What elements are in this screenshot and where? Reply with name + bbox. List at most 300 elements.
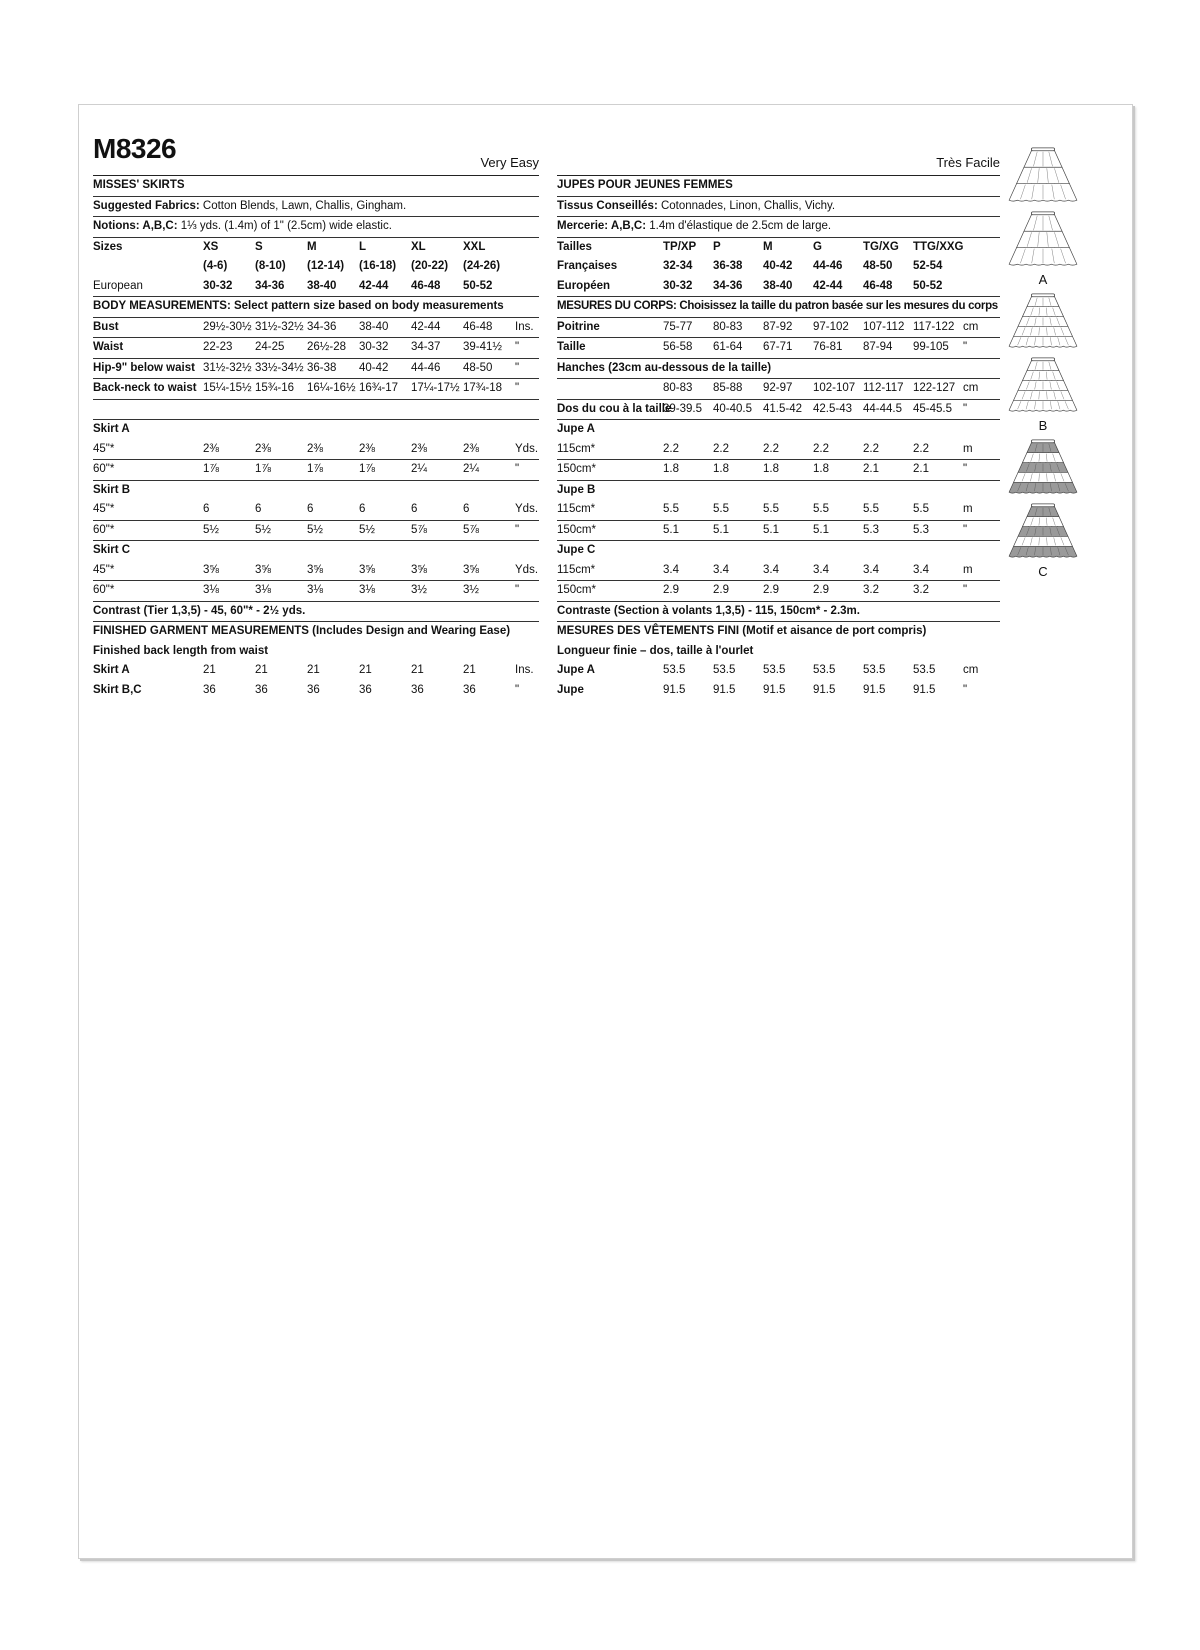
table-cell: 53.5 xyxy=(763,664,786,676)
dos-unit: " xyxy=(963,402,968,415)
body-measurements-heading-fr: MESURES DU CORPS: Choisissez la taille du patron basée sur les mesures du corps xyxy=(557,297,1000,318)
table-cell: 5.5 xyxy=(813,503,829,515)
francaises-size: 52-54 xyxy=(913,260,943,272)
european-size: 50-52 xyxy=(463,279,493,292)
table-cell: 5.5 xyxy=(663,503,679,515)
row-label: Poitrine xyxy=(557,320,600,333)
table-cell: 21 xyxy=(463,664,476,676)
table-cell: 117-122 xyxy=(913,320,955,333)
notions xyxy=(93,217,539,238)
row-label: 45"* xyxy=(93,503,115,515)
suggested-fabrics xyxy=(93,197,539,218)
table-cell: 1⅞ xyxy=(255,463,271,475)
unit-label: " xyxy=(515,523,520,536)
unit-label: " xyxy=(515,341,520,353)
row-label: 150cm* xyxy=(557,463,596,475)
view-yardage-heading: Jupe A xyxy=(557,423,595,435)
table-cell: 15¾-16 xyxy=(255,382,295,394)
unit-label: Ins. xyxy=(515,664,534,676)
table-cell: 21 xyxy=(307,664,320,676)
table-cell: 5.1 xyxy=(763,523,779,536)
table-cell: 3⅝ xyxy=(203,563,219,576)
table-cell: 3⅝ xyxy=(463,563,479,576)
table-cell: 2.2 xyxy=(663,442,679,455)
european-size: 38-40 xyxy=(763,279,793,292)
table-cell: 91.5 xyxy=(763,683,786,696)
table-cell: 5.3 xyxy=(913,523,929,536)
contrast-yardage-fr: Contraste (Section à volants 1,3,5) - 115, 150cm* - 2.3m. xyxy=(557,602,1000,623)
table-cell: 3⅛ xyxy=(307,584,323,596)
table-cell: 3⅛ xyxy=(255,584,271,596)
table-cell: 2⅜ xyxy=(463,442,479,455)
row-label: Skirt B,C xyxy=(93,683,142,696)
table-cell: 2.1 xyxy=(913,463,929,475)
table-cell: 21 xyxy=(255,664,268,676)
row-label: 60"* xyxy=(93,463,115,475)
table-cell: 36 xyxy=(359,683,372,696)
difficulty-level: Very Easy xyxy=(480,154,539,170)
skirt-sketch-icon xyxy=(1004,145,1082,205)
table-cell: 2¼ xyxy=(411,463,427,475)
table-cell: 5.1 xyxy=(713,523,729,536)
row-label: 60"* xyxy=(93,523,115,536)
table-cell: 53.5 xyxy=(813,664,836,676)
table-cell: 34-36 xyxy=(307,320,337,333)
table-cell: 3.4 xyxy=(663,563,679,576)
table-cell: 3⅝ xyxy=(307,563,323,576)
size-number-row xyxy=(93,257,539,277)
european-size: 38-40 xyxy=(307,279,337,292)
table-cell: 5.1 xyxy=(663,523,679,536)
table-cell: 21 xyxy=(203,664,216,676)
hanches-value: 85-88 xyxy=(713,382,743,394)
finished-length-subheading-fr: Longueur finie – dos, taille à l'ourlet xyxy=(557,644,754,657)
table-cell: 1.8 xyxy=(763,463,779,475)
table-cell: 3.4 xyxy=(863,563,879,576)
table-cell: 6 xyxy=(359,503,366,515)
table-cell: 3.2 xyxy=(913,584,929,596)
francaises-size: 36-38 xyxy=(713,260,743,272)
size-code: XL xyxy=(411,240,426,253)
unit-label: Yds. xyxy=(515,563,539,576)
hanches-value: 112-117 xyxy=(863,382,904,394)
table-row xyxy=(557,440,1000,461)
dos-value: 39-39.5 xyxy=(663,402,703,415)
francaises-size: 40-42 xyxy=(763,260,793,272)
table-row xyxy=(93,681,539,701)
hanches-value: 102-107 xyxy=(813,382,856,394)
table-cell: 16¼-16½ xyxy=(307,382,356,394)
table-row xyxy=(557,460,1000,481)
row-label: Jupe xyxy=(557,683,584,696)
size-code: TP/XP xyxy=(663,240,697,253)
size-code: XXL xyxy=(463,240,486,253)
table-cell: 53.5 xyxy=(913,664,936,676)
table-cell: 3.2 xyxy=(863,584,879,596)
table-cell: 76-81 xyxy=(813,341,843,353)
view-label: A xyxy=(1038,272,1048,287)
table-row xyxy=(93,521,539,542)
table-cell: 40-42 xyxy=(359,361,389,374)
size-code: G xyxy=(813,240,822,253)
english-column xyxy=(93,133,539,700)
table-row xyxy=(93,440,539,461)
table-cell: 2⅜ xyxy=(359,442,375,455)
table-cell: 3⅝ xyxy=(411,563,427,576)
table-cell: 2.2 xyxy=(763,442,779,455)
table-cell: 2⅜ xyxy=(203,442,219,455)
unit-label: Yds. xyxy=(515,442,539,455)
table-cell: 53.5 xyxy=(863,664,886,676)
fabrics-label-fr: Tissus Conseillés: xyxy=(557,199,658,212)
size-number: (12-14) xyxy=(307,260,345,272)
table-cell: 91.5 xyxy=(713,683,736,696)
notions-label: Notions: A,B,C: xyxy=(93,220,178,232)
yardage-section xyxy=(93,420,539,602)
table-cell: 5.5 xyxy=(913,503,929,515)
dos-value: 42.5-43 xyxy=(813,402,853,415)
francaises-size: 32-34 xyxy=(663,260,693,272)
hanches-unit: cm xyxy=(963,382,979,394)
table-cell: 2.9 xyxy=(813,584,829,596)
table-cell: 2.2 xyxy=(913,442,929,455)
garment-title-fr: JUPES POUR JEUNES FEMMES xyxy=(557,176,1000,197)
table-cell: 53.5 xyxy=(713,664,736,676)
table-cell: 36 xyxy=(255,683,268,696)
size-number: (8-10) xyxy=(255,260,286,272)
table-row xyxy=(557,521,1000,542)
size-code: TG/XG xyxy=(863,240,899,253)
table-cell: 15¼-15½ xyxy=(203,382,252,394)
european-size: 30-32 xyxy=(203,279,233,292)
unit-label: " xyxy=(515,382,520,394)
difficulty-level-fr: Très Facile xyxy=(936,154,1000,170)
view-yardage-heading: Jupe B xyxy=(557,483,596,496)
skirt-sketch-icon xyxy=(1004,501,1082,561)
table-cell: 30-32 xyxy=(359,341,389,353)
view-label: B xyxy=(1038,418,1048,433)
table-cell: 2.9 xyxy=(763,584,779,596)
table-cell: 2.2 xyxy=(863,442,879,455)
table-cell: 48-50 xyxy=(463,361,493,374)
unit-label: " xyxy=(963,584,968,596)
table-cell: 29½-30½ xyxy=(203,320,252,333)
table-cell: 3.4 xyxy=(713,563,729,576)
row-label: Skirt A xyxy=(93,664,130,676)
hanches-value: 92-97 xyxy=(763,382,793,394)
finished-measurements-table-fr xyxy=(557,661,1000,700)
french-header xyxy=(557,145,1000,176)
table-cell: 91.5 xyxy=(813,683,836,696)
size-code: M xyxy=(763,240,773,253)
row-label: Bust xyxy=(93,320,119,333)
sizes-label: Sizes xyxy=(93,240,123,253)
notions-text-fr: 1.4m d'élastique de 2.5cm de large. xyxy=(646,220,832,232)
hanches-value: 80-83 xyxy=(663,382,693,394)
francaises-size: 44-46 xyxy=(813,260,843,272)
table-cell: 2.2 xyxy=(713,442,729,455)
unit-label: " xyxy=(963,463,968,475)
table-cell: 22-23 xyxy=(203,341,233,353)
row-label: 45"* xyxy=(93,563,115,576)
body-measurements-table xyxy=(93,318,539,400)
notions-text: 1⅓ yds. (1.4m) of 1" (2.5cm) wide elastic. xyxy=(177,220,392,232)
size-code: M xyxy=(307,240,317,253)
table-row xyxy=(93,500,539,521)
table-cell: 5⅞ xyxy=(463,523,479,536)
table-row xyxy=(93,661,539,681)
skirt-sketch-icon xyxy=(1004,291,1082,351)
unit-label: m xyxy=(963,503,973,515)
section-spacer xyxy=(93,400,539,421)
table-cell: 38-40 xyxy=(359,320,389,333)
hanches-row xyxy=(557,379,1000,400)
table-cell: 36 xyxy=(411,683,424,696)
table-cell: 6 xyxy=(411,503,418,515)
size-code: XS xyxy=(203,240,219,253)
european-size-row xyxy=(93,277,539,298)
table-cell: 91.5 xyxy=(913,683,936,696)
table-cell: 87-92 xyxy=(763,320,793,333)
table-row xyxy=(93,379,539,400)
table-cell: 3½ xyxy=(411,584,427,596)
table-cell: 6 xyxy=(203,503,210,515)
size-code: P xyxy=(713,240,721,253)
table-cell: 31½-32½ xyxy=(203,361,252,374)
table-cell: 44-46 xyxy=(411,361,441,374)
european-size: 42-44 xyxy=(359,279,389,292)
dos-value: 45-45.5 xyxy=(913,402,953,415)
unit-label: " xyxy=(515,584,520,596)
table-cell: 42-44 xyxy=(411,320,441,333)
table-cell: 46-48 xyxy=(463,320,493,333)
french-column xyxy=(557,145,1000,700)
table-cell: 2.1 xyxy=(863,463,879,475)
contrast-yardage: Contrast (Tier 1,3,5) - 45, 60"* - 2½ yds. xyxy=(93,602,539,623)
unit-label: m xyxy=(963,563,973,576)
dos-row xyxy=(557,400,1000,421)
european-size: 46-48 xyxy=(863,279,893,292)
table-cell: 99-105 xyxy=(913,341,949,353)
unit-label: " xyxy=(963,523,968,536)
table-cell: 3⅝ xyxy=(359,563,375,576)
finished-measurements-table xyxy=(93,661,539,700)
view-yardage-heading: Skirt B xyxy=(93,483,131,496)
unit-label: Yds. xyxy=(515,503,539,515)
size-code: L xyxy=(359,240,367,253)
table-row xyxy=(93,460,539,481)
table-cell: 3.4 xyxy=(913,563,929,576)
table-cell: 5.5 xyxy=(763,503,779,515)
yardage-section-fr xyxy=(557,420,1000,602)
table-cell: 6 xyxy=(307,503,314,515)
finished-measurements-heading: FINISHED GARMENT MEASUREMENTS (Includes Design and Wearing Ease) xyxy=(93,625,511,637)
table-cell: 1.8 xyxy=(713,463,729,475)
table-cell: 5.5 xyxy=(863,503,879,515)
row-label: Jupe A xyxy=(557,664,595,676)
table-cell: 17¼-17½ xyxy=(411,382,460,394)
row-label: Taille xyxy=(557,341,586,353)
notions-fr xyxy=(557,217,1000,238)
row-label: Waist xyxy=(93,341,124,353)
table-cell: 2.9 xyxy=(713,584,729,596)
european-label: European xyxy=(93,279,143,292)
table-cell: 1⅞ xyxy=(307,463,323,475)
unit-label: cm xyxy=(963,664,979,676)
francaises-label: Françaises xyxy=(557,260,618,272)
table-cell: 91.5 xyxy=(663,683,686,696)
table-cell: 36-38 xyxy=(307,361,337,374)
skirt-sketch-icon xyxy=(1004,209,1082,269)
table-row xyxy=(557,500,1000,521)
table-row xyxy=(93,359,539,380)
table-cell: 21 xyxy=(359,664,372,676)
pattern-number: M8326 xyxy=(93,133,177,164)
table-cell: 39-41½ xyxy=(463,341,503,353)
table-cell: 34-37 xyxy=(411,341,441,353)
table-cell: 3½ xyxy=(463,584,479,596)
table-cell: 3.4 xyxy=(813,563,829,576)
table-cell: 3⅛ xyxy=(203,584,219,596)
table-row xyxy=(557,561,1000,582)
table-cell: 2.9 xyxy=(663,584,679,596)
notions-label-fr: Mercerie: A,B,C: xyxy=(557,220,647,232)
table-cell: 5.1 xyxy=(813,523,829,536)
table-cell: 1.8 xyxy=(813,463,829,475)
unit-label: Ins. xyxy=(515,320,534,333)
table-cell: 2⅜ xyxy=(255,442,271,455)
table-row xyxy=(557,318,1000,339)
table-cell: 3⅝ xyxy=(255,563,271,576)
table-cell: 91.5 xyxy=(863,683,886,696)
row-label: 150cm* xyxy=(557,523,596,536)
table-row xyxy=(557,681,1000,701)
francaises-size: 48-50 xyxy=(863,260,893,272)
table-cell: 5.5 xyxy=(713,503,729,515)
view-thumbnails xyxy=(997,145,1089,583)
table-cell: 33½-34½ xyxy=(255,361,304,374)
european-size: 46-48 xyxy=(411,279,441,292)
table-cell: 24-25 xyxy=(255,341,285,353)
size-number: (24-26) xyxy=(463,260,501,272)
table-cell: 3.4 xyxy=(763,563,779,576)
size-code-row-fr xyxy=(557,238,1000,258)
unit-label: " xyxy=(515,683,520,696)
table-cell: 36 xyxy=(463,683,476,696)
table-cell: 16¾-17 xyxy=(359,382,399,394)
view-yardage-heading: Skirt C xyxy=(93,544,131,556)
unit-label: " xyxy=(963,341,968,353)
row-label: Hip-9" below waist xyxy=(93,361,195,374)
sizes-label-fr: Tailles xyxy=(557,240,592,253)
view-yardage-heading: Skirt A xyxy=(93,423,130,435)
size-code: S xyxy=(255,240,263,253)
european-size: 34-36 xyxy=(713,279,743,292)
table-row xyxy=(93,318,539,339)
table-cell: 75-77 xyxy=(663,320,693,333)
table-cell: 31½-32½ xyxy=(255,320,304,333)
european-size-row-fr xyxy=(557,277,1000,298)
dos-value: 41.5-42 xyxy=(763,402,803,415)
francaises-size-row xyxy=(557,257,1000,277)
european-label-fr: Européen xyxy=(557,279,611,292)
unit-label: " xyxy=(515,361,520,374)
table-row xyxy=(557,661,1000,681)
hanches-label: Hanches (23cm au-dessous de la taille) xyxy=(557,361,772,374)
garment-title: MISSES' SKIRTS xyxy=(93,176,539,197)
row-label: Back-neck to waist xyxy=(93,382,197,394)
table-row xyxy=(93,581,539,602)
table-cell: 2.2 xyxy=(813,442,829,455)
table-cell: 1⅞ xyxy=(203,463,219,475)
row-label: 60"* xyxy=(93,584,115,596)
pattern-back-sheet xyxy=(78,104,1133,1559)
skirt-sketch-icon xyxy=(1004,437,1082,497)
body-measurements-heading: BODY MEASUREMENTS: Select pattern size based on body measurements xyxy=(93,297,539,318)
dos-value: 44-44.5 xyxy=(863,402,903,415)
table-cell: 3⅛ xyxy=(359,584,375,596)
table-cell: 5½ xyxy=(203,523,219,536)
table-cell: 2¼ xyxy=(463,463,479,475)
unit-label: m xyxy=(963,442,973,455)
row-label: 45"* xyxy=(93,442,115,455)
size-code: TTG/XXG xyxy=(913,240,964,253)
table-cell: 2⅜ xyxy=(307,442,323,455)
table-cell: 2⅜ xyxy=(411,442,427,455)
row-label: 150cm* xyxy=(557,584,596,596)
table-cell: 36 xyxy=(203,683,216,696)
table-cell: 53.5 xyxy=(663,664,686,676)
size-number: (20-22) xyxy=(411,260,449,272)
table-cell: 87-94 xyxy=(863,341,893,353)
fabrics-label: Suggested Fabrics: xyxy=(93,199,200,212)
table-cell: 5½ xyxy=(255,523,271,536)
table-cell: 5½ xyxy=(359,523,375,536)
fabrics-text: Cotton Blends, Lawn, Challis, Gingham. xyxy=(199,199,407,212)
european-size: 50-52 xyxy=(913,279,943,292)
table-row xyxy=(93,561,539,582)
table-cell: 80-83 xyxy=(713,320,743,333)
row-label: 115cm* xyxy=(557,503,596,515)
finished-measurements-heading-fr: MESURES DES VÊTEMENTS FINI (Motif et aisance de port compris) xyxy=(557,625,927,637)
table-row xyxy=(93,338,539,359)
table-cell: 5.3 xyxy=(863,523,879,536)
suggested-fabrics-fr xyxy=(557,197,1000,218)
hanches-heading xyxy=(557,359,1000,380)
table-row xyxy=(557,338,1000,359)
table-cell: 5⅞ xyxy=(411,523,427,536)
unit-label: cm xyxy=(963,320,979,333)
table-cell: 6 xyxy=(255,503,262,515)
table-cell: 5½ xyxy=(307,523,323,536)
table-cell: 97-102 xyxy=(813,320,849,333)
finished-length-subheading: Finished back length from waist xyxy=(93,644,269,657)
hanches-value: 122-127 xyxy=(913,382,956,394)
skirt-sketch-icon xyxy=(1004,355,1082,415)
table-cell: 6 xyxy=(463,503,470,515)
view-yardage-heading: Jupe C xyxy=(557,544,596,556)
table-cell: 61-64 xyxy=(713,341,743,353)
unit-label: " xyxy=(515,463,520,475)
dos-label: Dos du cou à la taille xyxy=(557,402,672,415)
table-cell: 17¾-18 xyxy=(463,382,503,394)
fabrics-text-fr: Cotonnades, Linon, Challis, Vichy. xyxy=(657,199,836,212)
view-label: C xyxy=(1038,564,1048,579)
table-row xyxy=(557,581,1000,602)
body-measurements-table-fr xyxy=(557,318,1000,359)
table-cell: 36 xyxy=(307,683,320,696)
table-cell: 21 xyxy=(411,664,424,676)
